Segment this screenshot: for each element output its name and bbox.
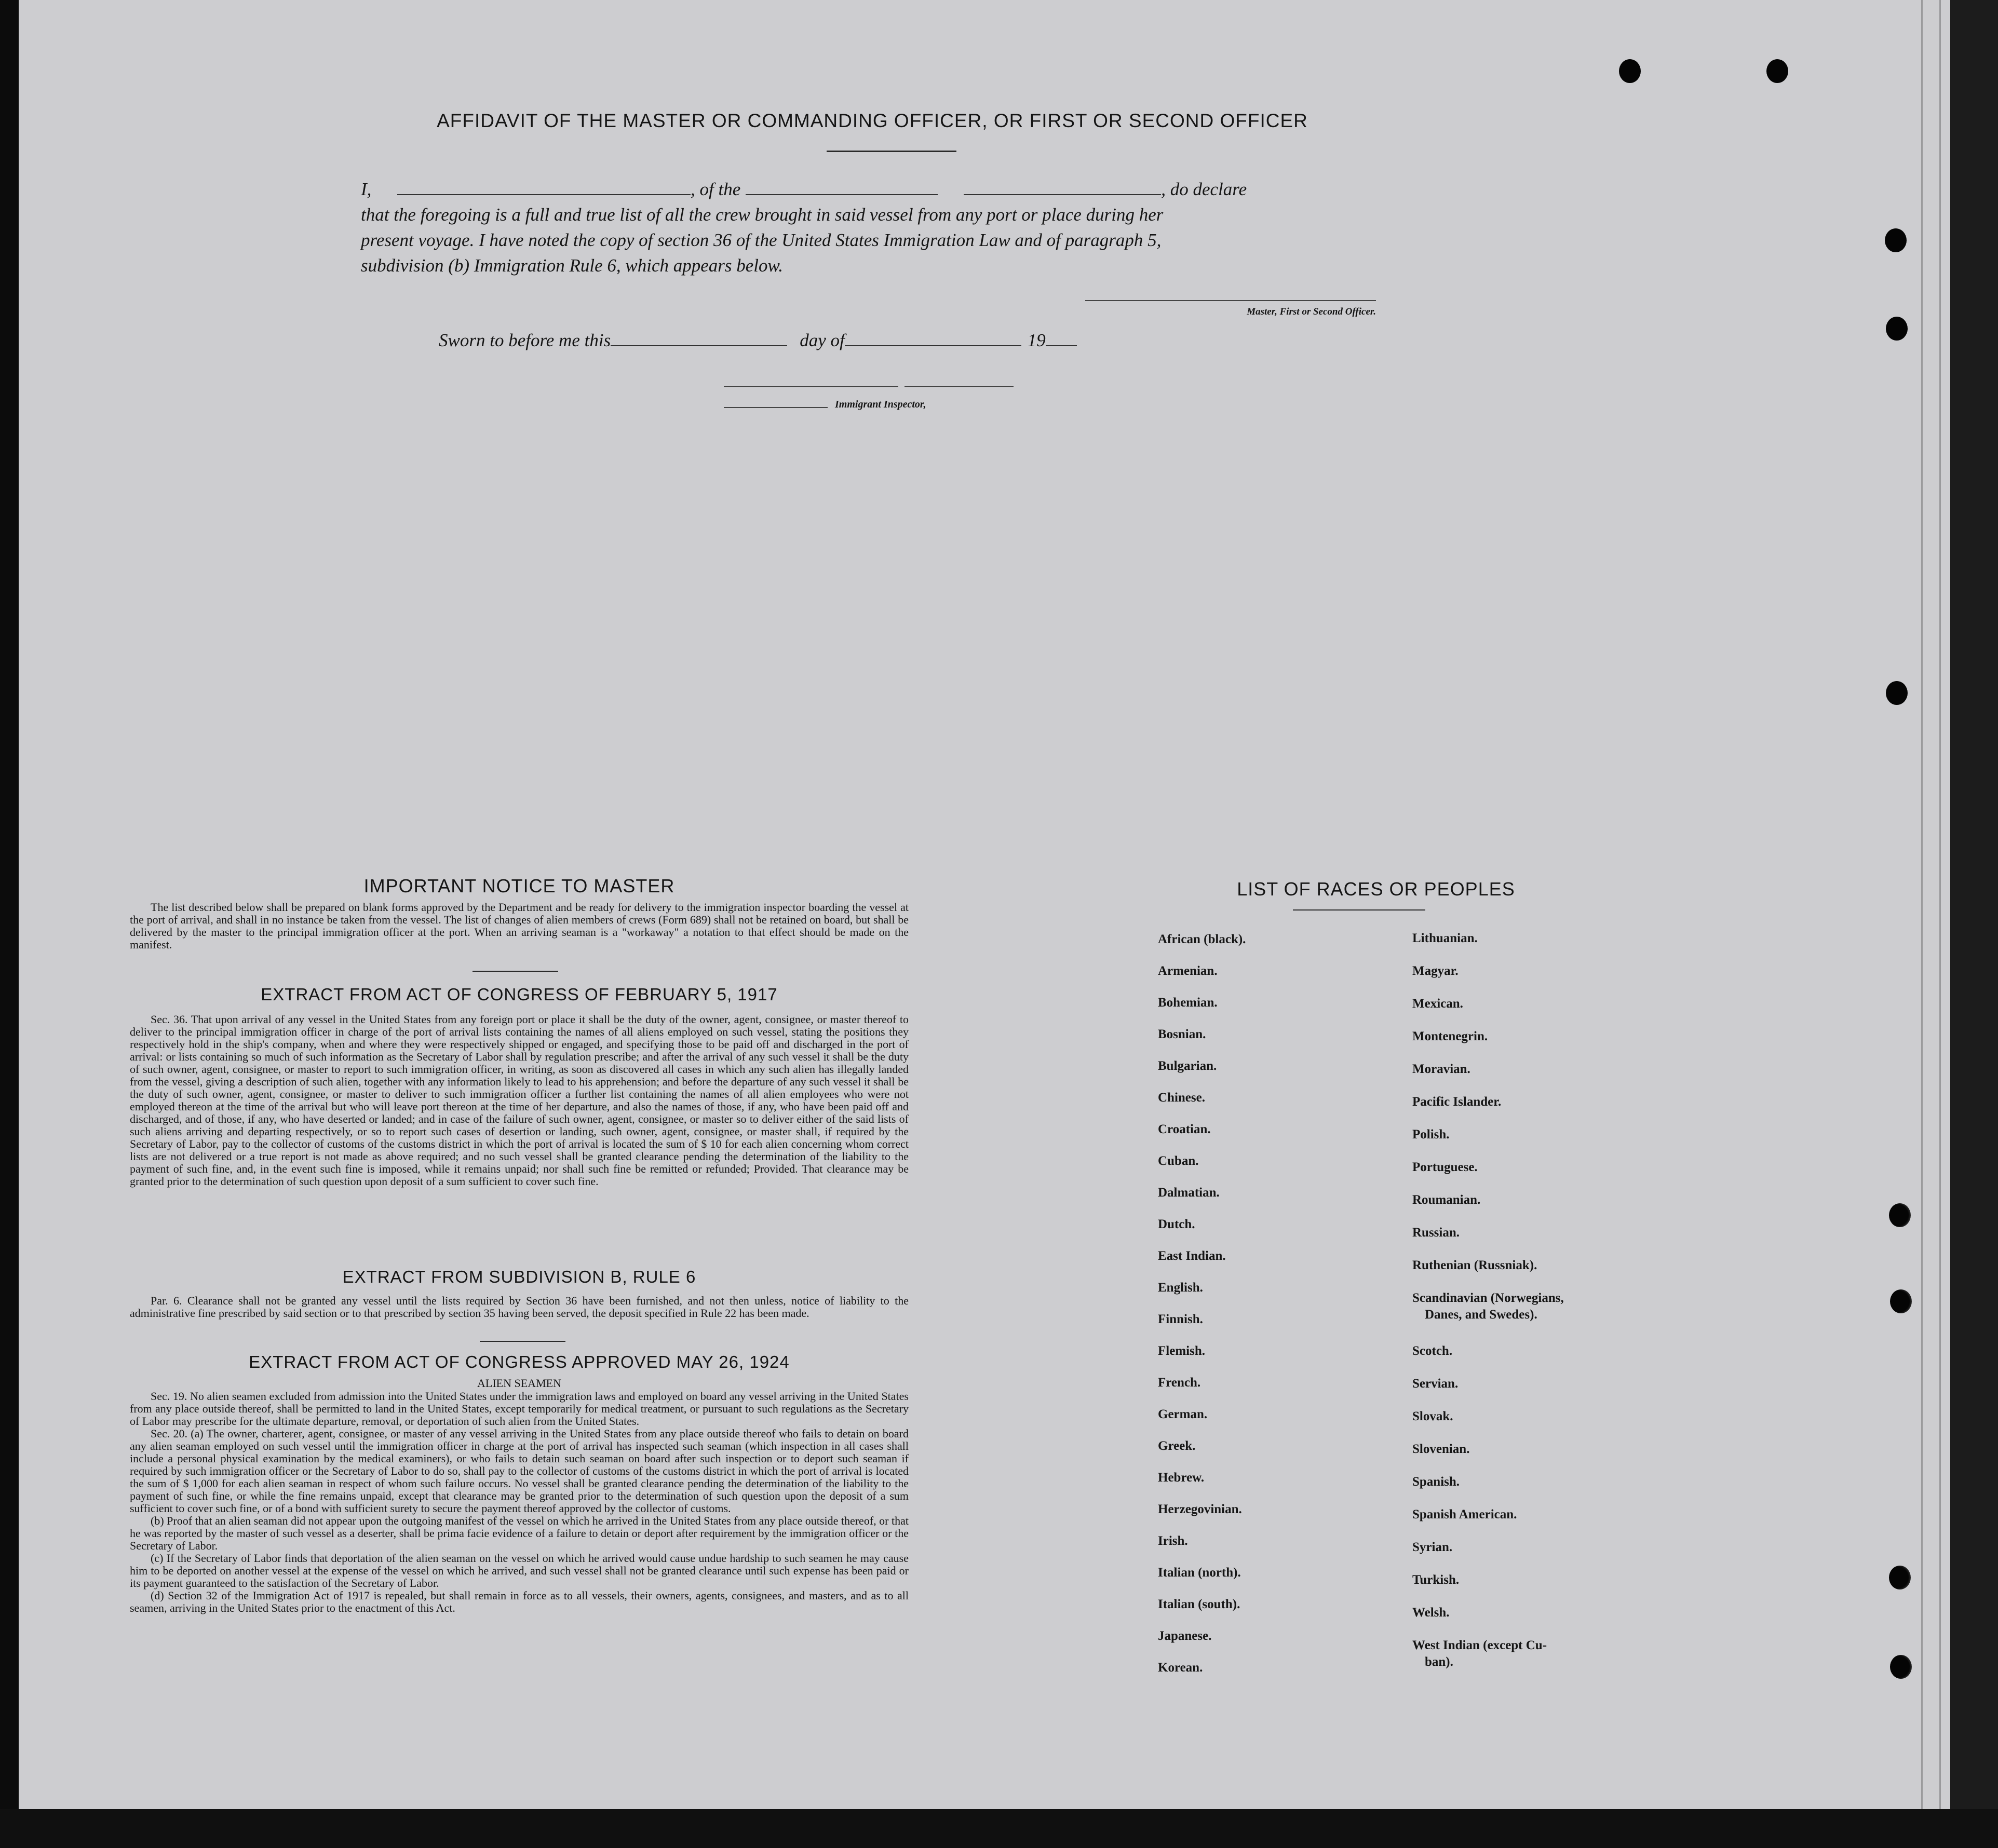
race-item: French.	[1158, 1376, 1201, 1390]
race-item: Montenegrin.	[1412, 1029, 1488, 1043]
punch-hole-icon	[1889, 1203, 1911, 1227]
race-item: Spanish American.	[1412, 1507, 1517, 1521]
sworn-day-label: day of	[800, 330, 845, 350]
race-item: Pacific Islander.	[1412, 1095, 1502, 1109]
signature-caption: Master, First or Second Officer.	[1247, 306, 1376, 317]
race-item: Ruthenian (Russniak).	[1412, 1258, 1537, 1272]
extract-rule6-title: EXTRACT FROM SUBDIVISION B, RULE 6	[342, 1267, 696, 1286]
race-item: Finnish.	[1158, 1312, 1203, 1326]
page-edge-line	[1921, 0, 1923, 1809]
race-item: Italian (north).	[1158, 1566, 1241, 1580]
notice-paragraph: The list described below shall be prepared on blank forms approved by the Department and be ready for delivery to the immigration inspector boarding the vessel at the port of arrival, and shall in no instance be taken from the vessel. The list of changes of alien members of crews (Form 689) shall not be retained on board, but shall be delivered by the master to the principal immigration officer at the port. When an arriving seaman is a "workaway" a notation to that effect should be made on the manifest.	[130, 901, 909, 951]
race-item: Slovak.	[1412, 1409, 1453, 1423]
extract-divider	[480, 1341, 565, 1342]
race-item: West Indian (except Cu-	[1412, 1638, 1547, 1652]
race-item: Dutch.	[1158, 1217, 1195, 1231]
notice-divider	[473, 971, 558, 972]
race-item: Servian.	[1412, 1377, 1459, 1391]
sworn-year-field[interactable]	[1046, 331, 1077, 346]
race-item: English.	[1158, 1281, 1203, 1295]
scan-border	[0, 1809, 1998, 1848]
punch-hole-icon	[1890, 1289, 1912, 1313]
affidavit-title: AFFIDAVIT OF THE MASTER OR COMMANDING OFFICER, OR FIRST OR SECOND OFFICER	[437, 110, 1308, 131]
race-item-continued: ban).	[1425, 1655, 1453, 1669]
paragraph-6-text: Par. 6. Clearance shall not be granted any vessel until the lists required by Section 36 have been furnished, and not then unless, notice of liability to the administrative fine prescribed by said section or to that prescribed by section 35 having been served, the deposit specified in Rule 22 has been made.	[130, 1294, 909, 1320]
sworn-prefix: Sworn to before me this	[439, 330, 611, 350]
of-the-label: , of the	[691, 179, 741, 199]
race-item: Spanish.	[1412, 1475, 1460, 1489]
vessel-name-field[interactable]	[746, 180, 938, 195]
declaration-line-4: subdivision (b) Immigration Rule 6, which appears below.	[361, 255, 784, 276]
race-item: Bulgarian.	[1158, 1059, 1217, 1073]
declaration-text	[361, 176, 1379, 278]
race-item: Cuban.	[1158, 1154, 1199, 1168]
race-item: Dalmatian.	[1158, 1186, 1220, 1200]
extract-1924-body	[130, 1390, 909, 1614]
sworn-line	[439, 330, 1077, 351]
declare-label: , do declare	[1161, 179, 1247, 199]
race-item: Flemish.	[1158, 1344, 1205, 1358]
notice-title: IMPORTANT NOTICE TO MASTER	[363, 875, 675, 896]
race-item: Welsh.	[1412, 1606, 1450, 1620]
races-title: LIST OF RACES OR PEOPLES	[1237, 878, 1515, 900]
sworn-month-field[interactable]	[845, 331, 1021, 346]
race-item: Russian.	[1412, 1226, 1460, 1240]
section-20c-text: (c) If the Secretary of Labor finds that deportation of the alien seaman on the vessel on which he arrived would cause undue hardship to such seamen he may cause him to be deported on another vessel at the expense of the vessel on which he arrived, and such vessel shall not be granted clearance until such expense has been paid or its payment guaranteed to the satisfaction of the Secretary of Labor.	[130, 1552, 909, 1589]
race-item: Korean.	[1158, 1661, 1203, 1675]
section-20b-text: (b) Proof that an alien seaman did not appear upon the outgoing manifest of the vessel on which he arrived in the United States from any place outside thereof, or that he was reported by the master of such vessel as a deserter, shall be prima facie evidence of a failure to detain or deport after requirement by the immigration officer or the Secretary of Labor.	[130, 1514, 909, 1552]
race-item: Roumanian.	[1412, 1193, 1481, 1207]
extract-rule6-body	[130, 1295, 909, 1320]
race-item: Bohemian.	[1158, 996, 1218, 1010]
punch-hole-icon	[1889, 1566, 1911, 1589]
punch-hole-icon	[1886, 317, 1908, 341]
section-19-text: Sec. 19. No alien seamen excluded from admission into the United States under the immigration laws and employed on board any vessel arriving in the United States from any place outside thereof, shall be permitted to land in the United States, except temporarily for medical treatment, or pursuant to such regulations as the Secretary of Labor may prescribe for the ultimate departure, removal, or deportation of such alien from the United States.	[130, 1390, 909, 1428]
sworn-year-label: 19	[1027, 330, 1046, 350]
race-item-continued: Danes, and Swedes).	[1425, 1308, 1537, 1322]
race-item: Scandinavian (Norwegians,	[1412, 1291, 1564, 1305]
race-item: African (black).	[1158, 932, 1246, 946]
alien-seamen-subtitle: ALIEN SEAMEN	[477, 1377, 561, 1390]
vessel-name-field-2[interactable]	[964, 180, 1161, 195]
page-edge-line	[1939, 0, 1941, 1809]
race-item: Magyar.	[1412, 964, 1459, 978]
extract-1917-title: EXTRACT FROM ACT OF CONGRESS OF FEBRUARY 5, 1917	[261, 985, 778, 1004]
race-item: Lithuanian.	[1412, 931, 1478, 945]
race-item: Polish.	[1412, 1127, 1450, 1142]
race-item: Mexican.	[1412, 997, 1463, 1011]
declaration-line-1	[361, 176, 1379, 202]
race-item: Japanese.	[1158, 1629, 1212, 1643]
inspector-line[interactable]	[724, 407, 828, 408]
section-20d-text: (d) Section 32 of the Immigration Act of 1917 is repealed, but shall remain in force as to all vessels, their owners, agents, consignees, and masters, and as to all seamen, arriving in the United States prior to the enactment of this Act.	[130, 1589, 909, 1614]
races-underline	[1293, 909, 1425, 911]
race-item: East Indian.	[1158, 1249, 1226, 1263]
race-item: Moravian.	[1412, 1062, 1470, 1076]
race-item: Herzegovinian.	[1158, 1502, 1242, 1516]
punch-hole-icon	[1890, 1655, 1912, 1679]
section-36-text: Sec. 36. That upon arrival of any vessel in the United States from any foreign port or place it shall be the duty of the owner, agent, consignee, or master thereof to deliver to the principal immigration officer in charge of the port of arrival lists containing the names of all aliens employed on such vessel, stating the positions they respectively hold in the ship's company, when and where they were respectively shipped or engaged, and specifying those to be paid off and discharged in the port of arrival: or lists containing so much of such information as the Secretary of Labor shall by regulation prescribe; and after the arrival of any such vessel it shall be the duty of such owner, agent, consignee, or master to report to such immigration officer, in writing, as soon as discovered all cases in which any such alien has illegally landed from the vessel, giving a description of such alien, together with any information likely to lead to his apprehension; and before the departure of any such vessel it shall be the duty of such owner, agent, consignee, or master to deliver to such immigration officer a further list containing the names of all alien employees who were not employed thereon at the time of the arrival but who will leave port thereon at the time of her departure, and also the names of those, if any, who have been paid off and discharged, and of those, if any, who have deserted or landed; and in case of the failure of such owner, agent, consignee, or master so to deliver either of the said lists of such aliens arriving and departing respectively, or so to report such cases of desertion or landing, such owner, agent, consignee, or master shall, if required by the Secretary of Labor, pay to the collector of customs of the customs district in which the port of arrival is located the sum of $ 10 for each alien concerning whom correct lists are not delivered or a true report is not made as above required; and no such vessel shall be granted clearance pending the determination of the liability to the payment of such fine, and, in the event such fine is imposed, while it remains unpaid; nor shall such fine be remitted or refunded; Provided. That clearance may be granted prior to the determination of such question upon deposit of a sum sufficient to cover such fine.	[130, 1013, 909, 1188]
race-item: Slovenian.	[1412, 1442, 1470, 1456]
race-item: Turkish.	[1412, 1573, 1460, 1587]
race-item: Portuguese.	[1412, 1160, 1478, 1174]
title-underline	[827, 151, 956, 152]
page-edge-shadow	[1950, 0, 1998, 1809]
race-item: Bosnian.	[1158, 1027, 1206, 1041]
punch-hole-icon	[1886, 681, 1908, 705]
race-item: Syrian.	[1412, 1540, 1453, 1554]
section-20a-text: Sec. 20. (a) The owner, charterer, agent, consignee, or master of any vessel arriving in the United States from any place outside thereof who fails to detain on board any alien seaman employed on such vessel until the immigration officer in charge at the port of arrival has inspected such seaman (which inspection in all cases shall include a personal physical examination by the medical examiners), or who fails to detain such seaman on board after such inspection or to deport such seaman if required by such immigration officer or the Secretary of Labor to do so, shall pay to the collector of customs of the customs district in which the port of arrival is located the sum of $ 1,000 for each alien seaman in respect of whom such failure occurs. No vessel shall be granted clearance pending the determination of the liability to the payment of such fine, or while the fine remains unpaid, except that clearance may be granted prior to the determination of such question upon the deposit of a sum sufficient to cover such fine, or of a bond with sufficient surety to secure the payment thereof approved by the collector of customs.	[130, 1427, 909, 1515]
inspector-signature-line-2[interactable]	[905, 386, 1014, 387]
punch-hole-icon	[1885, 228, 1907, 252]
declarant-name-field[interactable]	[397, 180, 691, 195]
declarant-label: I,	[361, 179, 372, 199]
race-item: Italian (south).	[1158, 1597, 1240, 1611]
inspector-caption: Immigrant Inspector,	[835, 399, 926, 410]
extract-1924-title: EXTRACT FROM ACT OF CONGRESS APPROVED MAY 26, 1924	[249, 1352, 790, 1371]
extract-1917-body	[130, 1013, 909, 1188]
sworn-day-field[interactable]	[611, 331, 787, 346]
race-item: German.	[1158, 1407, 1208, 1421]
notice-body	[130, 901, 909, 951]
inspector-signature-line[interactable]	[724, 386, 898, 387]
signature-line[interactable]	[1085, 300, 1376, 301]
declaration-line-3: present voyage. I have noted the copy of section 36 of the United States Immigration Law and of paragraph 5,	[361, 230, 1162, 250]
punch-hole-icon	[1766, 59, 1788, 83]
race-item: Chinese.	[1158, 1091, 1205, 1105]
race-item: Croatian.	[1158, 1122, 1211, 1136]
punch-hole-icon	[1619, 59, 1641, 83]
race-item: Greek.	[1158, 1439, 1196, 1453]
race-item: Scotch.	[1412, 1344, 1453, 1358]
race-item: Armenian.	[1158, 964, 1218, 978]
race-item: Hebrew.	[1158, 1471, 1205, 1485]
declaration-line-2: that the foregoing is a full and true list of all the crew brought in said vessel from any port or place during her	[361, 205, 1164, 225]
race-item: Irish.	[1158, 1534, 1188, 1548]
